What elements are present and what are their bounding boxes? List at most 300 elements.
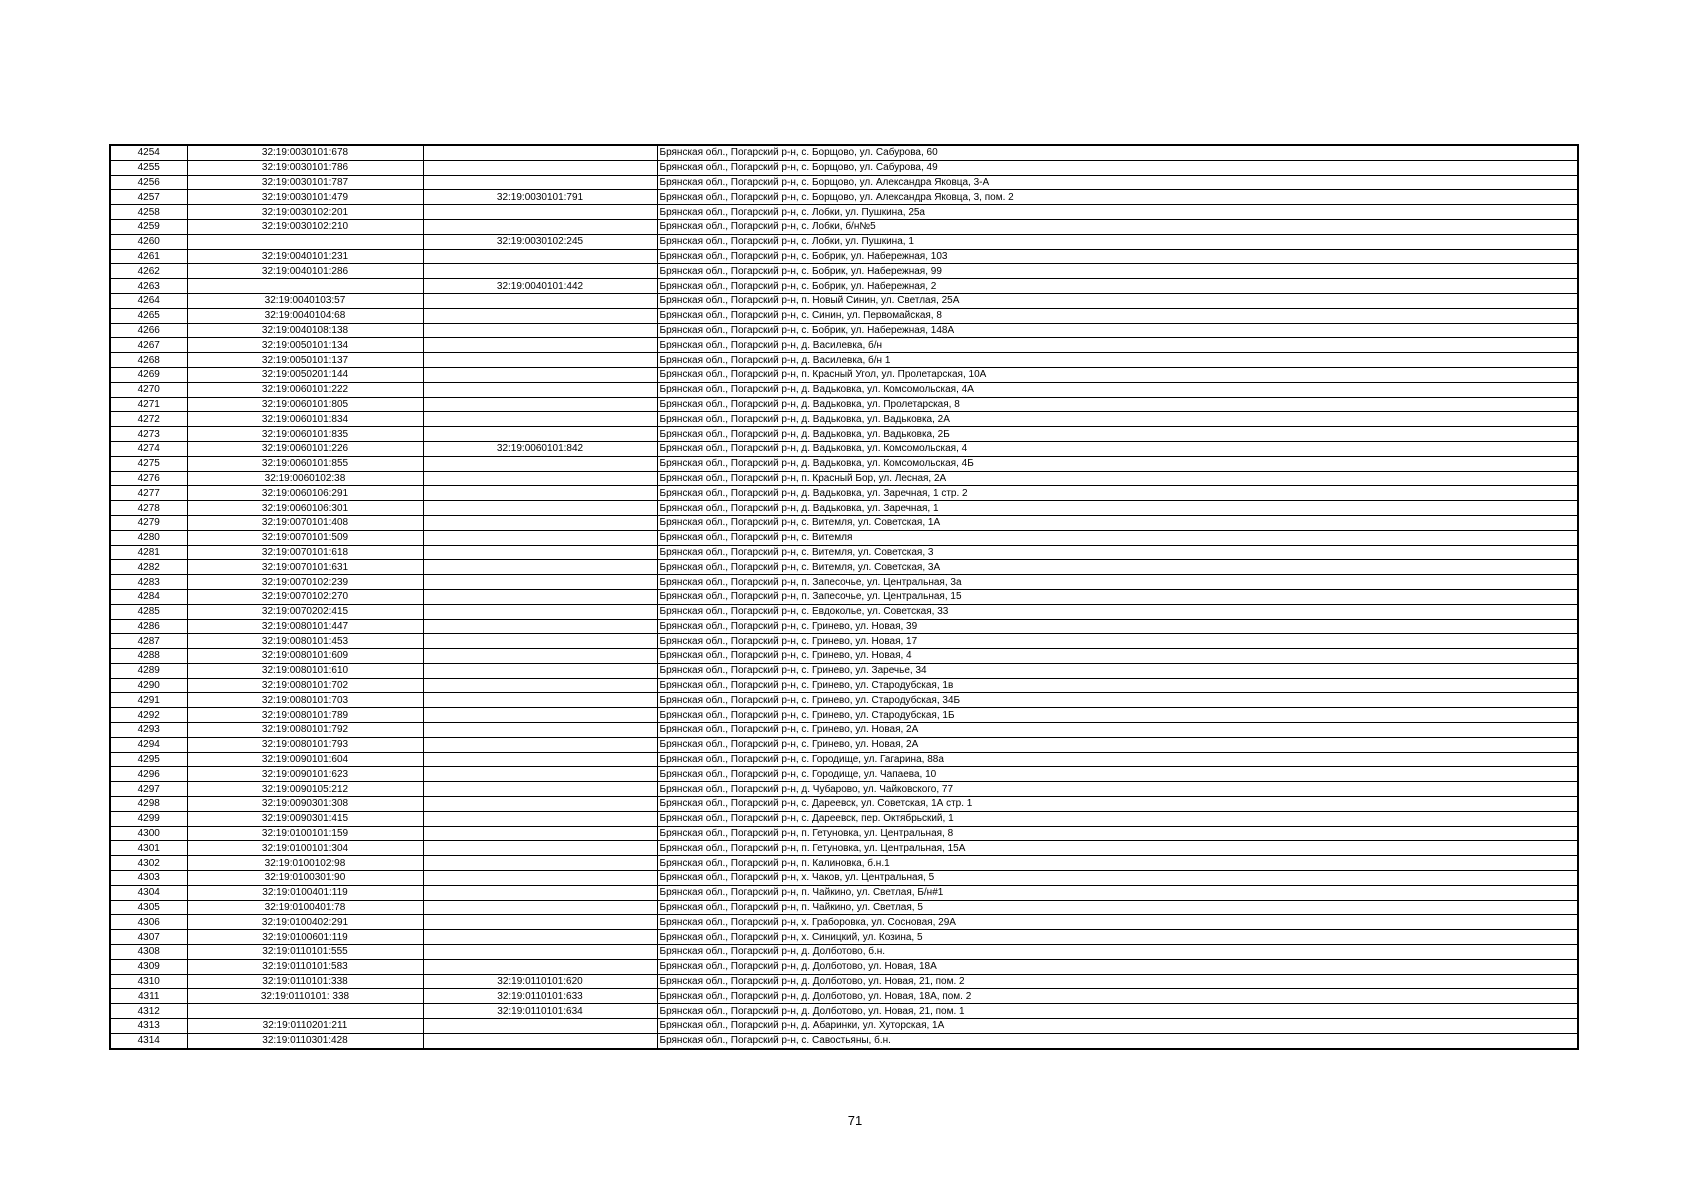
cadastral-number-cell: 32:19:0090301:415	[187, 811, 423, 826]
row-number-cell: 4256	[110, 175, 187, 190]
address-cell: Брянская обл., Погарский р-н, д. Долботово, ул. Новая, 18А, пом. 2	[657, 989, 1578, 1004]
second-cadastral-number-cell: 32:19:0040101:442	[423, 279, 657, 294]
address-cell: Брянская обл., Погарский р-н, д. Вадьковка, ул. Пролетарская, 8	[657, 397, 1578, 412]
address-cell: Брянская обл., Погарский р-н, с. Борщово, ул. Александра Яковца, 3-А	[657, 175, 1578, 190]
row-number-cell: 4283	[110, 575, 187, 590]
table-row	[110, 634, 1578, 649]
address-cell: Брянская обл., Погарский р-н, с. Гринево, ул. Новая, 39	[657, 619, 1578, 634]
cadastral-number-cell: 32:19:0100101:304	[187, 841, 423, 856]
row-number-cell: 4298	[110, 797, 187, 812]
table-row	[110, 782, 1578, 797]
table-row	[110, 264, 1578, 279]
address-cell: Брянская обл., Погарский р-н, х. Граборовка, ул. Сосновая, 29А	[657, 915, 1578, 930]
address-cell: Брянская обл., Погарский р-н, с. Витемля	[657, 530, 1578, 545]
second-cadastral-number-cell	[423, 767, 657, 782]
address-cell: Брянская обл., Погарский р-н, д. Василевка, б/н 1	[657, 353, 1578, 368]
table-row	[110, 723, 1578, 738]
row-number-cell: 4299	[110, 811, 187, 826]
second-cadastral-number-cell	[423, 427, 657, 442]
address-cell: Брянская обл., Погарский р-н, с. Лобки, ул. Пушкина, 1	[657, 234, 1578, 249]
address-cell: Брянская обл., Погарский р-н, с. Борщово, ул. Сабурова, 49	[657, 160, 1578, 175]
table-row	[110, 945, 1578, 960]
second-cadastral-number-cell	[423, 249, 657, 264]
row-number-cell: 4258	[110, 205, 187, 220]
cadastral-number-cell: 32:19:0070101:618	[187, 545, 423, 560]
cadastral-number-cell: 32:19:0090105:212	[187, 782, 423, 797]
cadastral-number-cell: 32:19:0070101:631	[187, 560, 423, 575]
cadastral-number-cell: 32:19:0070102:270	[187, 589, 423, 604]
row-number-cell: 4296	[110, 767, 187, 782]
row-number-cell: 4284	[110, 589, 187, 604]
row-number-cell: 4274	[110, 441, 187, 456]
address-cell: Брянская обл., Погарский р-н, с. Гринево, ул. Новая, 2А	[657, 737, 1578, 752]
row-number-cell: 4310	[110, 974, 187, 989]
second-cadastral-number-cell	[423, 353, 657, 368]
registry-table-body	[110, 145, 1578, 1049]
row-number-cell: 4290	[110, 678, 187, 693]
row-number-cell: 4288	[110, 649, 187, 664]
cadastral-number-cell: 32:19:0060101:226	[187, 441, 423, 456]
address-cell: Брянская обл., Погарский р-н, д. Вадьковка, ул. Заречная, 1	[657, 501, 1578, 516]
address-cell: Брянская обл., Погарский р-н, п. Гетуновка, ул. Центральная, 15А	[657, 841, 1578, 856]
row-number-cell: 4309	[110, 959, 187, 974]
row-number-cell: 4304	[110, 885, 187, 900]
address-cell: Брянская обл., Погарский р-н, д. Вадьковка, ул. Комсомольская, 4А	[657, 382, 1578, 397]
table-row	[110, 649, 1578, 664]
cadastral-number-cell: 32:19:0100401:119	[187, 885, 423, 900]
row-number-cell: 4255	[110, 160, 187, 175]
cadastral-number-cell: 32:19:0110301:428	[187, 1033, 423, 1048]
second-cadastral-number-cell	[423, 293, 657, 308]
table-row	[110, 1019, 1578, 1034]
second-cadastral-number-cell	[423, 723, 657, 738]
cadastral-number-cell: 32:19:0080101:793	[187, 737, 423, 752]
address-cell: Брянская обл., Погарский р-н, п. Красный Бор, ул. Лесная, 2А	[657, 471, 1578, 486]
cadastral-number-cell: 32:19:0050101:134	[187, 338, 423, 353]
second-cadastral-number-cell	[423, 885, 657, 900]
cadastral-number-cell: 32:19:0070101:408	[187, 515, 423, 530]
second-cadastral-number-cell	[423, 678, 657, 693]
second-cadastral-number-cell	[423, 841, 657, 856]
table-row	[110, 752, 1578, 767]
row-number-cell: 4308	[110, 945, 187, 960]
address-cell: Брянская обл., Погарский р-н, с. Борщово, ул. Александра Яковца, 3, пом. 2	[657, 190, 1578, 205]
cadastral-number-cell	[187, 279, 423, 294]
address-cell: Брянская обл., Погарский р-н, с. Лобки, б/н№5	[657, 219, 1578, 234]
address-cell: Брянская обл., Погарский р-н, п. Калиновка, б.н.1	[657, 856, 1578, 871]
address-cell: Брянская обл., Погарский р-н, с. Дареевск, ул. Советская, 1А стр. 1	[657, 797, 1578, 812]
address-cell: Брянская обл., Погарский р-н, с. Гринево, ул. Стародубская, 1Б	[657, 708, 1578, 723]
second-cadastral-number-cell	[423, 945, 657, 960]
second-cadastral-number-cell	[423, 782, 657, 797]
cadastral-number-cell: 32:19:0030102:201	[187, 205, 423, 220]
table-row	[110, 856, 1578, 871]
row-number-cell: 4261	[110, 249, 187, 264]
row-number-cell: 4265	[110, 308, 187, 323]
second-cadastral-number-cell	[423, 486, 657, 501]
cadastral-number-cell: 32:19:0040108:138	[187, 323, 423, 338]
cadastral-number-cell: 32:19:0110101:338	[187, 974, 423, 989]
address-cell: Брянская обл., Погарский р-н, с. Борщово, ул. Сабурова, 60	[657, 145, 1578, 160]
table-row	[110, 871, 1578, 886]
cadastral-number-cell: 32:19:0030101:787	[187, 175, 423, 190]
cadastral-number-cell: 32:19:0030101:678	[187, 145, 423, 160]
address-cell: Брянская обл., Погарский р-н, с. Бобрик, ул. Набережная, 2	[657, 279, 1578, 294]
address-cell: Брянская обл., Погарский р-н, с. Дареевск, пер. Октябрьский, 1	[657, 811, 1578, 826]
second-cadastral-number-cell	[423, 826, 657, 841]
registry-table	[109, 144, 1579, 1050]
address-cell: Брянская обл., Погарский р-н, с. Гринево, ул. Новая, 2А	[657, 723, 1578, 738]
cadastral-number-cell: 32:19:0050201:144	[187, 367, 423, 382]
address-cell: Брянская обл., Погарский р-н, д. Чубарово, ул. Чайковского, 77	[657, 782, 1578, 797]
row-number-cell: 4287	[110, 634, 187, 649]
cadastral-number-cell: 32:19:0080101:447	[187, 619, 423, 634]
second-cadastral-number-cell	[423, 367, 657, 382]
address-cell: Брянская обл., Погарский р-н, п. Новый Синин, ул. Светлая, 25А	[657, 293, 1578, 308]
table-row	[110, 915, 1578, 930]
row-number-cell: 4275	[110, 456, 187, 471]
second-cadastral-number-cell	[423, 811, 657, 826]
second-cadastral-number-cell	[423, 545, 657, 560]
row-number-cell: 4254	[110, 145, 187, 160]
address-cell: Брянская обл., Погарский р-н, с. Евдоколье, ул. Советская, 33	[657, 604, 1578, 619]
second-cadastral-number-cell	[423, 604, 657, 619]
address-cell: Брянская обл., Погарский р-н, п. Запесочье, ул. Центральная, 15	[657, 589, 1578, 604]
second-cadastral-number-cell	[423, 205, 657, 220]
cadastral-number-cell: 32:19:0080101:703	[187, 693, 423, 708]
row-number-cell: 4313	[110, 1019, 187, 1034]
cadastral-number-cell: 32:19:0090101:623	[187, 767, 423, 782]
second-cadastral-number-cell	[423, 649, 657, 664]
second-cadastral-number-cell	[423, 900, 657, 915]
address-cell: Брянская обл., Погарский р-н, д. Абаринки, ул. Хуторская, 1А	[657, 1019, 1578, 1034]
table-row	[110, 885, 1578, 900]
address-cell: Брянская обл., Погарский р-н, п. Красный Угол, ул. Пролетарская, 10А	[657, 367, 1578, 382]
row-number-cell: 4267	[110, 338, 187, 353]
row-number-cell: 4301	[110, 841, 187, 856]
address-cell: Брянская обл., Погарский р-н, с. Савостьяны, б.н.	[657, 1033, 1578, 1048]
cadastral-number-cell: 32:19:0100301:90	[187, 871, 423, 886]
table-row	[110, 427, 1578, 442]
row-number-cell: 4289	[110, 663, 187, 678]
address-cell: Брянская обл., Погарский р-н, с. Витемля, ул. Советская, 3А	[657, 560, 1578, 575]
address-cell: Брянская обл., Погарский р-н, д. Вадьковка, ул. Вадьковка, 2А	[657, 412, 1578, 427]
table-row	[110, 249, 1578, 264]
cadastral-number-cell: 32:19:0030101:479	[187, 190, 423, 205]
second-cadastral-number-cell	[423, 471, 657, 486]
second-cadastral-number-cell	[423, 501, 657, 516]
cadastral-number-cell: 32:19:0060101:834	[187, 412, 423, 427]
second-cadastral-number-cell	[423, 589, 657, 604]
row-number-cell: 4277	[110, 486, 187, 501]
address-cell: Брянская обл., Погарский р-н, с. Городище, ул. Гагарина, 88а	[657, 752, 1578, 767]
table-row	[110, 930, 1578, 945]
second-cadastral-number-cell	[423, 752, 657, 767]
second-cadastral-number-cell	[423, 560, 657, 575]
table-row	[110, 205, 1578, 220]
table-row	[110, 663, 1578, 678]
cadastral-number-cell: 32:19:0100102:98	[187, 856, 423, 871]
table-row	[110, 412, 1578, 427]
second-cadastral-number-cell	[423, 663, 657, 678]
cadastral-number-cell: 32:19:0100101:159	[187, 826, 423, 841]
address-cell: Брянская обл., Погарский р-н, с. Гринево, ул. Стародубская, 34Б	[657, 693, 1578, 708]
address-cell: Брянская обл., Погарский р-н, п. Чайкино, ул. Светлая, Б/н#1	[657, 885, 1578, 900]
cadastral-number-cell: 32:19:0080101:702	[187, 678, 423, 693]
row-number-cell: 4292	[110, 708, 187, 723]
table-row	[110, 959, 1578, 974]
table-row	[110, 175, 1578, 190]
second-cadastral-number-cell	[423, 915, 657, 930]
second-cadastral-number-cell: 32:19:0030101:791	[423, 190, 657, 205]
address-cell: Брянская обл., Погарский р-н, п. Гетуновка, ул. Центральная, 8	[657, 826, 1578, 841]
table-row	[110, 279, 1578, 294]
second-cadastral-number-cell	[423, 219, 657, 234]
cadastral-number-cell: 32:19:0080101:453	[187, 634, 423, 649]
address-cell: Брянская обл., Погарский р-н, п. Запесочье, ул. Центральная, 3а	[657, 575, 1578, 590]
cadastral-number-cell: 32:19:0060101:805	[187, 397, 423, 412]
table-row	[110, 604, 1578, 619]
second-cadastral-number-cell	[423, 1019, 657, 1034]
second-cadastral-number-cell	[423, 856, 657, 871]
table-row	[110, 323, 1578, 338]
cadastral-number-cell: 32:19:0030101:786	[187, 160, 423, 175]
second-cadastral-number-cell	[423, 737, 657, 752]
row-number-cell: 4273	[110, 427, 187, 442]
cadastral-number-cell: 32:19:0110101: 338	[187, 989, 423, 1004]
second-cadastral-number-cell	[423, 871, 657, 886]
address-cell: Брянская обл., Погарский р-н, с. Лобки, ул. Пушкина, 25а	[657, 205, 1578, 220]
second-cadastral-number-cell	[423, 456, 657, 471]
row-number-cell: 4305	[110, 900, 187, 915]
address-cell: Брянская обл., Погарский р-н, с. Витемля, ул. Советская, 3	[657, 545, 1578, 560]
page-number: 71	[847, 1113, 863, 1128]
table-row	[110, 190, 1578, 205]
address-cell: Брянская обл., Погарский р-н, д. Долботово, ул. Новая, 21, пом. 2	[657, 974, 1578, 989]
row-number-cell: 4259	[110, 219, 187, 234]
row-number-cell: 4281	[110, 545, 187, 560]
second-cadastral-number-cell: 32:19:0110101:633	[423, 989, 657, 1004]
row-number-cell: 4285	[110, 604, 187, 619]
second-cadastral-number-cell	[423, 338, 657, 353]
second-cadastral-number-cell	[423, 959, 657, 974]
table-row	[110, 515, 1578, 530]
cadastral-number-cell: 32:19:0030102:210	[187, 219, 423, 234]
cadastral-number-cell: 32:19:0070202:415	[187, 604, 423, 619]
cadastral-number-cell: 32:19:0080101:792	[187, 723, 423, 738]
table-row	[110, 353, 1578, 368]
row-number-cell: 4257	[110, 190, 187, 205]
cadastral-number-cell: 32:19:0100402:291	[187, 915, 423, 930]
table-row	[110, 708, 1578, 723]
table-row	[110, 1033, 1578, 1048]
table-row	[110, 545, 1578, 560]
address-cell: Брянская обл., Погарский р-н, с. Гринево, ул. Новая, 4	[657, 649, 1578, 664]
row-number-cell: 4303	[110, 871, 187, 886]
address-cell: Брянская обл., Погарский р-н, с. Бобрик, ул. Набережная, 148А	[657, 323, 1578, 338]
cadastral-number-cell: 32:19:0040104:68	[187, 308, 423, 323]
second-cadastral-number-cell	[423, 634, 657, 649]
cadastral-number-cell: 32:19:0100601:119	[187, 930, 423, 945]
row-number-cell: 4264	[110, 293, 187, 308]
cadastral-number-cell: 32:19:0040103:57	[187, 293, 423, 308]
cadastral-number-cell: 32:19:0080101:789	[187, 708, 423, 723]
table-row	[110, 471, 1578, 486]
row-number-cell: 4263	[110, 279, 187, 294]
cadastral-number-cell: 32:19:0060101:835	[187, 427, 423, 442]
cadastral-number-cell: 32:19:0040101:286	[187, 264, 423, 279]
second-cadastral-number-cell	[423, 323, 657, 338]
second-cadastral-number-cell	[423, 515, 657, 530]
row-number-cell: 4279	[110, 515, 187, 530]
table-row	[110, 308, 1578, 323]
address-cell: Брянская обл., Погарский р-н, с. Городище, ул. Чапаева, 10	[657, 767, 1578, 782]
table-row	[110, 693, 1578, 708]
row-number-cell: 4270	[110, 382, 187, 397]
cadastral-number-cell: 32:19:0110101:555	[187, 945, 423, 960]
table-row	[110, 974, 1578, 989]
cadastral-number-cell: 32:19:0070101:509	[187, 530, 423, 545]
row-number-cell: 4311	[110, 989, 187, 1004]
row-number-cell: 4307	[110, 930, 187, 945]
table-row	[110, 737, 1578, 752]
second-cadastral-number-cell	[423, 175, 657, 190]
table-row	[110, 575, 1578, 590]
row-number-cell: 4269	[110, 367, 187, 382]
second-cadastral-number-cell	[423, 575, 657, 590]
address-cell: Брянская обл., Погарский р-н, с. Синин, ул. Первомайская, 8	[657, 308, 1578, 323]
cadastral-number-cell: 32:19:0070102:239	[187, 575, 423, 590]
cadastral-number-cell	[187, 1004, 423, 1019]
address-cell: Брянская обл., Погарский р-н, д. Долботово, б.н.	[657, 945, 1578, 960]
second-cadastral-number-cell	[423, 308, 657, 323]
second-cadastral-number-cell	[423, 397, 657, 412]
table-row	[110, 619, 1578, 634]
table-row	[110, 560, 1578, 575]
row-number-cell: 4266	[110, 323, 187, 338]
second-cadastral-number-cell	[423, 160, 657, 175]
second-cadastral-number-cell	[423, 145, 657, 160]
table-row	[110, 530, 1578, 545]
table-row	[110, 900, 1578, 915]
row-number-cell: 4278	[110, 501, 187, 516]
table-row	[110, 397, 1578, 412]
table-row	[110, 293, 1578, 308]
address-cell: Брянская обл., Погарский р-н, с. Гринево, ул. Заречье, 34	[657, 663, 1578, 678]
second-cadastral-number-cell	[423, 930, 657, 945]
row-number-cell: 4280	[110, 530, 187, 545]
cadastral-number-cell: 32:19:0100401:78	[187, 900, 423, 915]
cadastral-number-cell: 32:19:0080101:609	[187, 649, 423, 664]
cadastral-number-cell: 32:19:0040101:231	[187, 249, 423, 264]
table-row	[110, 811, 1578, 826]
second-cadastral-number-cell	[423, 693, 657, 708]
row-number-cell: 4286	[110, 619, 187, 634]
address-cell: Брянская обл., Погарский р-н, д. Вадьковка, ул. Заречная, 1 стр. 2	[657, 486, 1578, 501]
address-cell: Брянская обл., Погарский р-н, х. Синицкий, ул. Козина, 5	[657, 930, 1578, 945]
second-cadastral-number-cell	[423, 382, 657, 397]
address-cell: Брянская обл., Погарский р-н, с. Гринево, ул. Новая, 17	[657, 634, 1578, 649]
table-row	[110, 841, 1578, 856]
address-cell: Брянская обл., Погарский р-н, д. Вадьковка, ул. Комсомольская, 4	[657, 441, 1578, 456]
row-number-cell: 4297	[110, 782, 187, 797]
row-number-cell: 4268	[110, 353, 187, 368]
row-number-cell: 4293	[110, 723, 187, 738]
row-number-cell: 4272	[110, 412, 187, 427]
second-cadastral-number-cell: 32:19:0030102:245	[423, 234, 657, 249]
cadastral-number-cell: 32:19:0060101:222	[187, 382, 423, 397]
second-cadastral-number-cell	[423, 1033, 657, 1048]
address-cell: Брянская обл., Погарский р-н, с. Бобрик, ул. Набережная, 99	[657, 264, 1578, 279]
row-number-cell: 4302	[110, 856, 187, 871]
cadastral-number-cell: 32:19:0060106:291	[187, 486, 423, 501]
row-number-cell: 4300	[110, 826, 187, 841]
table-row	[110, 797, 1578, 812]
table-row	[110, 367, 1578, 382]
cadastral-number-cell: 32:19:0050101:137	[187, 353, 423, 368]
row-number-cell: 4306	[110, 915, 187, 930]
table-row	[110, 1004, 1578, 1019]
address-cell: Брянская обл., Погарский р-н, д. Долботово, ул. Новая, 18А	[657, 959, 1578, 974]
address-cell: Брянская обл., Погарский р-н, п. Чайкино, ул. Светлая, 5	[657, 900, 1578, 915]
table-row	[110, 589, 1578, 604]
address-cell: Брянская обл., Погарский р-н, д. Вадьковка, ул. Вадьковка, 2Б	[657, 427, 1578, 442]
table-row	[110, 826, 1578, 841]
cadastral-number-cell: 32:19:0090101:604	[187, 752, 423, 767]
second-cadastral-number-cell	[423, 530, 657, 545]
row-number-cell: 4260	[110, 234, 187, 249]
address-cell: Брянская обл., Погарский р-н, с. Витемля, ул. Советская, 1А	[657, 515, 1578, 530]
address-cell: Брянская обл., Погарский р-н, д. Василевка, б/н	[657, 338, 1578, 353]
table-row	[110, 338, 1578, 353]
table-row	[110, 501, 1578, 516]
row-number-cell: 4295	[110, 752, 187, 767]
table-row	[110, 160, 1578, 175]
address-cell: Брянская обл., Погарский р-н, д. Долботово, ул. Новая, 21, пом. 1	[657, 1004, 1578, 1019]
table-row	[110, 219, 1578, 234]
row-number-cell: 4276	[110, 471, 187, 486]
second-cadastral-number-cell: 32:19:0110101:620	[423, 974, 657, 989]
address-cell: Брянская обл., Погарский р-н, с. Гринево, ул. Стародубская, 1в	[657, 678, 1578, 693]
table-row	[110, 678, 1578, 693]
row-number-cell: 4262	[110, 264, 187, 279]
table-row	[110, 486, 1578, 501]
table-row	[110, 234, 1578, 249]
cadastral-number-cell	[187, 234, 423, 249]
table-row	[110, 767, 1578, 782]
row-number-cell: 4291	[110, 693, 187, 708]
table-row	[110, 456, 1578, 471]
table-row	[110, 382, 1578, 397]
second-cadastral-number-cell: 32:19:0110101:634	[423, 1004, 657, 1019]
cadastral-number-cell: 32:19:0080101:610	[187, 663, 423, 678]
second-cadastral-number-cell	[423, 412, 657, 427]
row-number-cell: 4294	[110, 737, 187, 752]
row-number-cell: 4282	[110, 560, 187, 575]
cadastral-number-cell: 32:19:0060101:855	[187, 456, 423, 471]
cadastral-number-cell: 32:19:0110201:211	[187, 1019, 423, 1034]
address-cell: Брянская обл., Погарский р-н, с. Бобрик, ул. Набережная, 103	[657, 249, 1578, 264]
second-cadastral-number-cell	[423, 264, 657, 279]
table-row	[110, 441, 1578, 456]
second-cadastral-number-cell: 32:19:0060101:842	[423, 441, 657, 456]
row-number-cell: 4271	[110, 397, 187, 412]
cadastral-number-cell: 32:19:0060102:38	[187, 471, 423, 486]
table-row	[110, 989, 1578, 1004]
row-number-cell: 4314	[110, 1033, 187, 1048]
second-cadastral-number-cell	[423, 619, 657, 634]
address-cell: Брянская обл., Погарский р-н, д. Вадьковка, ул. Комсомольская, 4Б	[657, 456, 1578, 471]
